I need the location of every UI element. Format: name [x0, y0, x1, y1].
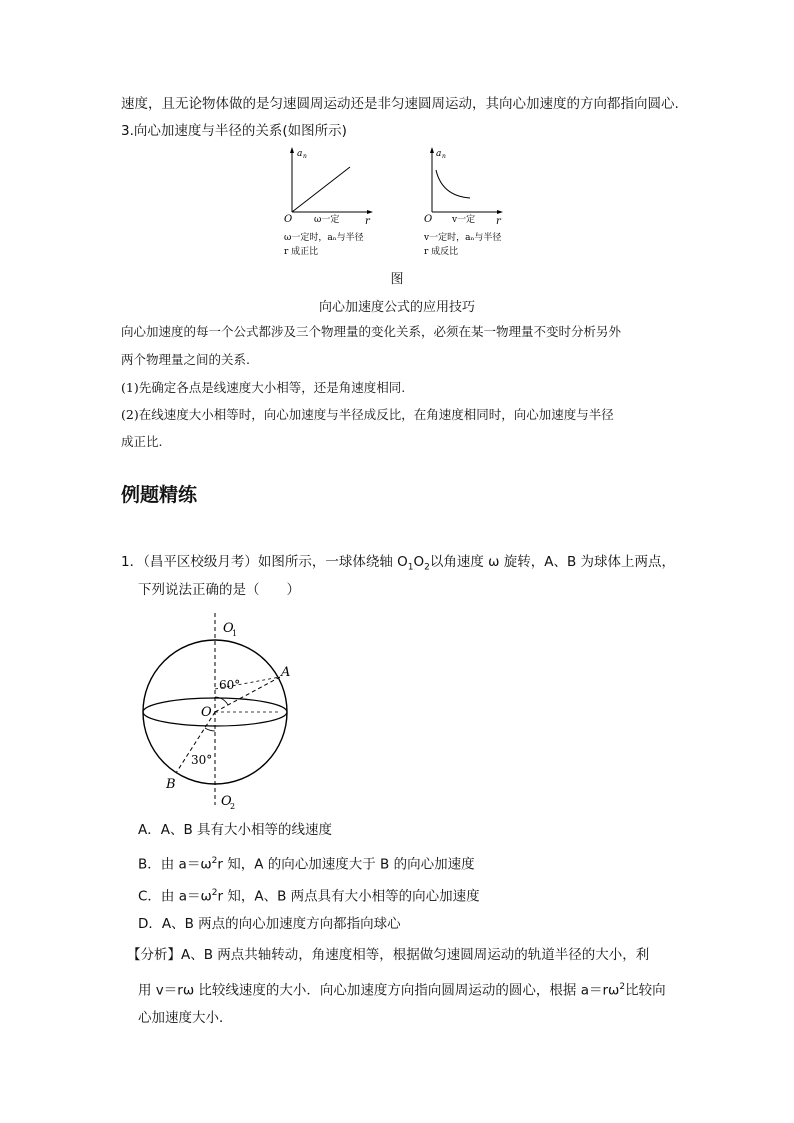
point-b-label: B	[166, 777, 176, 792]
right-condition: v一定	[452, 215, 476, 225]
point-a-label: A	[281, 665, 291, 680]
inverse-graph	[423, 147, 503, 257]
left-caption-2: r 成正比	[284, 247, 319, 257]
proportional-graph	[284, 147, 373, 257]
right-caption-1: v一定时，aₙ与半径	[424, 233, 502, 243]
tips-para-1b: 两个物理量之间的关系.	[121, 352, 250, 367]
top-axis-label: O	[223, 621, 234, 636]
svg-text:2: 2	[230, 802, 236, 810]
intro-line-2: 3.向心加速度与半径的关系(如图所示)	[121, 123, 347, 139]
analysis-line-2: 用 v＝rω 比较线速度的大小．向心加速度方向指向圆周运动的圆心，根据 $a=r\omega^2$比较向	[138, 982, 666, 999]
svg-text:1: 1	[232, 629, 238, 638]
left-y-label: a	[297, 149, 303, 159]
question-line-1: 1．（昌平区校级月考）如图所示，一球体绕轴 $O_1O_2$以角速度 ω 旋转，A、B 为球体上两点，	[121, 554, 676, 573]
svg-text:n: n	[442, 153, 446, 160]
right-caption-2: r 成反比	[424, 247, 459, 257]
angle-b-label: 30°	[191, 753, 213, 767]
angle-a-label: 60°	[219, 678, 241, 692]
tips-item-2a: (2)在线速度大小相等时，向心加速度与半径成反比，在角速度相同时，向心加速度与半径	[121, 407, 614, 422]
option-d: D．A、B 两点的向心加速度方向都指向球心	[138, 916, 401, 932]
analysis-line-3: 心加速度大小．	[138, 1010, 233, 1026]
tips-item-2b: 成正比.	[121, 434, 163, 449]
analysis-line-1: 【分析】A、B 两点共轴转动，角速度相等，根据做匀速圆周运动的轨道半径的大小，利	[127, 947, 650, 963]
right-origin: O	[424, 214, 433, 225]
center-label: O	[201, 705, 212, 720]
sphere-figure	[135, 605, 305, 810]
tips-item-1: (1)先确定各点是线速度大小相等，还是角速度相同.	[121, 380, 406, 395]
option-c: C．由 $a=\omega^2r$ 知，A、B 两点具有大小相等的向心加速度	[138, 888, 480, 905]
tips-title: 向心加速度公式的应用技巧	[318, 300, 475, 315]
option-a: A．A、B 具有大小相等的线速度	[138, 822, 333, 838]
bottom-axis-label: O	[221, 794, 232, 809]
right-x-label: r	[496, 216, 501, 227]
section-title: 例题精练	[121, 484, 198, 506]
figure-label: 图	[390, 272, 404, 287]
svg-text:n: n	[303, 153, 307, 160]
option-b: B．由 $a=\omega^2r$ 知，A 的向心加速度大于 B 的向心加速度	[138, 856, 475, 873]
right-y-label: a	[436, 149, 442, 159]
radius-relation-figure	[270, 142, 530, 262]
left-x-label: r	[365, 216, 370, 227]
left-origin: O	[284, 214, 293, 225]
intro-line-1: 速度，且无论物体做的是匀速圆周运动还是非匀速圆周运动，其向心加速度的方向都指向圆心.	[121, 96, 679, 112]
tips-para-1a: 向心加速度的每一个公式都涉及三个物理量的变化关系，必须在某一物理量不变时分析另外	[121, 324, 622, 339]
question-line-2: 下列说法正确的是（ ）	[138, 582, 300, 598]
left-caption-1: ω一定时，aₙ与半径	[284, 233, 364, 243]
analysis-tag: 【分析】	[127, 947, 181, 963]
left-condition: ω一定	[314, 215, 340, 225]
